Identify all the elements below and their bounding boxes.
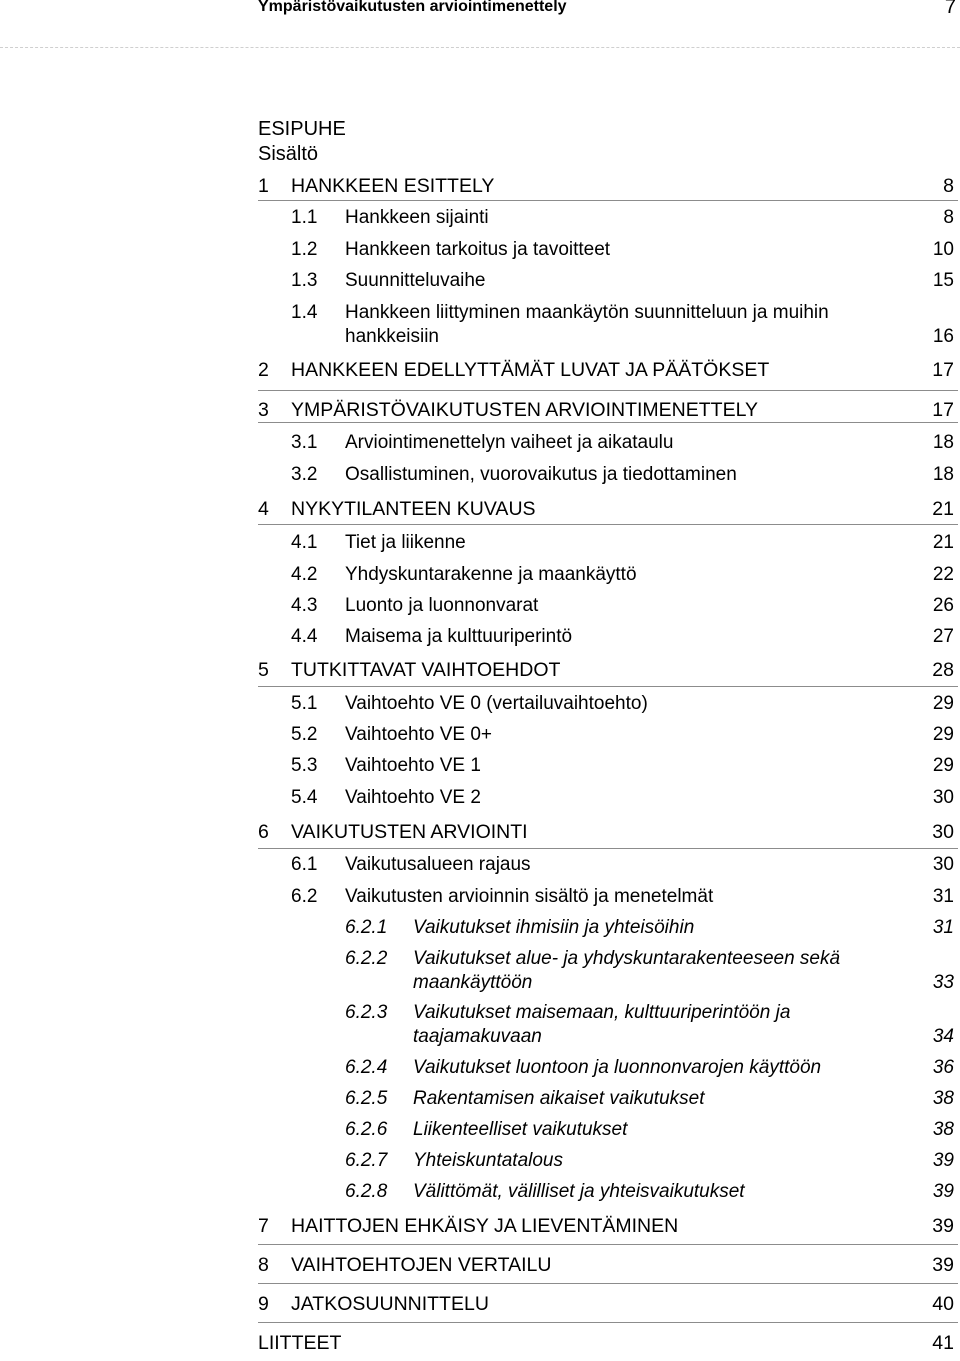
toc-entry-page: 29 [932,693,954,714]
toc-entry-page: 16 [932,326,954,347]
toc-entry-page: 21 [932,498,954,520]
toc-entry-page: 40 [932,1293,954,1315]
toc-entry-page: 30 [932,854,954,875]
toc-entry-title: Arviointimenettelyn vaiheet ja aikataulu [345,432,674,453]
toc-entry-number: 2 [258,359,269,381]
toc-entry-number: 5.2 [291,724,318,745]
toc-entry-title-continued: hankkeisiin [345,326,439,347]
toc-entry-title: Vaikutukset ihmisiin ja yhteisöihin [413,917,695,938]
toc-entry-title: Vaihtoehto VE 2 [345,787,481,808]
toc-entry-title: Yhteiskuntatalous [413,1150,563,1171]
toc-entry-page: 38 [932,1088,954,1109]
toc-entry-title: Osallistuminen, vuorovaikutus ja tiedottaminen [345,464,737,485]
toc-entry-number: 1.1 [291,207,318,228]
contents-heading: Sisältö [258,143,319,165]
section-divider [258,1322,958,1323]
toc-entry-page: 26 [932,595,954,616]
toc-entry-number: 8 [258,1254,269,1276]
toc-entry-page: 34 [932,1026,954,1047]
toc-entry-number: 6.2.4 [345,1057,388,1078]
toc-entry-title: Maisema ja kulttuuriperintö [345,626,573,647]
toc-entry-title: Liikenteelliset vaikutukset [413,1119,628,1140]
toc-entry-number: 6.2.8 [345,1181,388,1202]
toc-entry-page: 8 [943,207,954,228]
toc-entry-page: 33 [932,972,954,993]
toc-entry-page: 17 [932,399,954,421]
toc-entry-number: 3 [258,399,269,421]
toc-entry-number: 5.1 [291,693,318,714]
toc-entry-title: Luonto ja luonnonvarat [345,595,539,616]
section-divider [258,848,958,849]
section-divider [258,1283,958,1284]
section-divider [258,524,958,525]
page-number: 7 [944,0,956,18]
toc-entry-page: 22 [932,564,954,585]
toc-entry-title: Tiet ja liikenne [345,532,466,553]
toc-entry-page: 36 [932,1057,954,1078]
toc-entry-title: Suunnitteluvaihe [345,270,486,291]
toc-entry-title: LIITTEET [258,1332,342,1354]
toc-entry-number: 1 [258,175,269,197]
toc-entry-title: HANKKEEN ESITTELY [291,175,495,197]
toc-entry-number: 6.2.2 [345,948,388,969]
toc-entry-title: Hankkeen tarkoitus ja tavoitteet [345,239,611,260]
section-divider [258,686,958,687]
toc-entry-title: Vaihtoehto VE 0 (vertailuvaihtoehto) [345,693,648,714]
toc-entry-page: 31 [932,886,954,907]
toc-entry-page: 39 [932,1181,954,1202]
toc-entry-number: 4.1 [291,532,318,553]
toc-entry-title: HAITTOJEN EHKÄISY JA LIEVENTÄMINEN [291,1215,679,1237]
toc-entry-page: 18 [932,464,954,485]
toc-entry-page: 39 [932,1215,954,1237]
toc-entry-page: 29 [932,724,954,745]
toc-entry-page: 27 [932,626,954,647]
toc-entry-title: Vaikutusalueen rajaus [345,854,531,875]
toc-entry-number: 1.3 [291,270,318,291]
toc-entry-title: Rakentamisen aikaiset vaikutukset [413,1088,705,1109]
section-divider [258,1244,958,1245]
toc-entry-title: Vaihtoehto VE 1 [345,755,481,776]
toc-entry-title: VAIKUTUSTEN ARVIOINTI [291,821,528,843]
toc-entry-title: YMPÄRISTÖVAIKUTUSTEN ARVIOINTIMENETTELY [291,399,758,421]
toc-entry-title: Vaikutusten arvioinnin sisältö ja menetelmät [345,886,714,907]
toc-entry-number: 6.1 [291,854,318,875]
toc-entry-number: 5.4 [291,787,318,808]
toc-entry-number: 6.2 [291,886,318,907]
toc-entry-number: 6.2.5 [345,1088,388,1109]
toc-entry-number: 1.2 [291,239,318,260]
toc-entry-number: 6.2.3 [345,1002,388,1023]
toc-entry-page: 10 [932,239,954,260]
toc-entry-page: 30 [932,787,954,808]
toc-entry-number: 6.2.6 [345,1119,388,1140]
toc-entry-title: Hankkeen sijainti [345,207,489,228]
toc-entry-page: 28 [932,659,954,681]
toc-entry-title: Välittömät, välilliset ja yhteisvaikutukset [413,1181,745,1202]
toc-entry-page: 18 [932,432,954,453]
toc-entry-title: NYKYTILANTEEN KUVAUS [291,498,536,520]
toc-entry-number: 4.2 [291,564,318,585]
toc-entry-title: HANKKEEN EDELLYTTÄMÄT LUVAT JA PÄÄTÖKSET [291,359,770,381]
toc-entry-title-continued: taajamakuvaan [413,1026,542,1047]
toc-entry-title: Vaikutukset maisemaan, kulttuuriperintöön ja [413,1002,791,1023]
toc-entry-page: 15 [932,270,954,291]
section-divider [258,422,958,423]
toc-entry-title: Yhdyskuntarakenne ja maankäyttö [345,564,637,585]
toc-entry-page: 39 [932,1150,954,1171]
toc-entry-page: 39 [932,1254,954,1276]
toc-entry-title-continued: maankäyttöön [413,972,533,993]
toc-entry-title: Vaikutukset luontoon ja luonnonvarojen käyttöön [413,1057,822,1078]
toc-entry-title: Vaikutukset alue- ja yhdyskuntarakenteeseen sekä [413,948,841,969]
toc-entry-number: 3.1 [291,432,318,453]
toc-entry-number: 4 [258,498,269,520]
toc-entry-page: 31 [932,917,954,938]
toc-entry-page: 41 [932,1332,954,1354]
section-divider [258,390,958,391]
running-title: Ympäristövaikutusten arviointimenettely [258,0,567,15]
toc-entry-title: JATKOSUUNNITTELU [291,1293,489,1315]
toc-entry-title: Hankkeen liittyminen maankäytön suunnitteluun ja muihin [345,302,829,323]
toc-entry-page: 21 [932,532,954,553]
toc-entry-number: 3.2 [291,464,318,485]
toc-entry-title: Vaihtoehto VE 0+ [345,724,493,745]
toc-entry-page: 38 [932,1119,954,1140]
preface-heading: ESIPUHE [258,118,346,140]
toc-entry-number: 9 [258,1293,269,1315]
toc-entry-page: 29 [932,755,954,776]
toc-entry-title: TUTKITTAVAT VAIHTOEHDOT [291,659,561,681]
toc-entry-number: 6 [258,821,269,843]
toc-entry-number: 5 [258,659,269,681]
toc-entry-page: 8 [943,175,954,197]
toc-entry-number: 4.4 [291,626,318,647]
toc-entry-number: 4.3 [291,595,318,616]
toc-entry-number: 6.2.1 [345,917,388,938]
section-divider [258,200,958,201]
toc-entry-number: 1.4 [291,302,318,323]
toc-entry-number: 6.2.7 [345,1150,388,1171]
toc-entry-title: VAIHTOEHTOJEN VERTAILU [291,1254,552,1276]
toc-entry-number: 5.3 [291,755,318,776]
toc-entry-page: 17 [932,359,954,381]
toc-entry-number: 7 [258,1215,269,1237]
toc-entry-page: 30 [932,821,954,843]
